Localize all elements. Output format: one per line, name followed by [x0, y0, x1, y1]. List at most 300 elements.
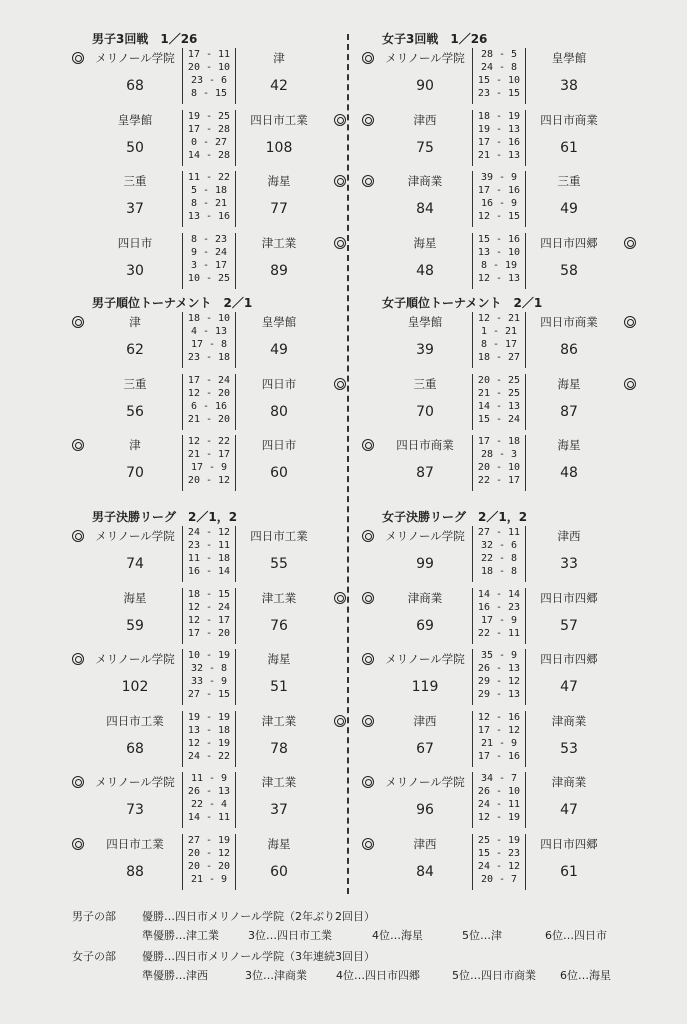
- team-b-name: 四日市四郷: [540, 235, 598, 250]
- team-b-name: 海星: [267, 174, 291, 188]
- team-a-score: 62: [126, 342, 144, 358]
- team-b-name: 津: [273, 51, 285, 65]
- period-score: 17 - 16: [477, 185, 521, 196]
- match-row: [352, 435, 642, 495]
- period-score: 15 - 10: [477, 75, 521, 86]
- match-row: [62, 171, 352, 231]
- period-score: 17 - 9: [480, 614, 518, 626]
- team-a-name: 三重: [123, 174, 147, 188]
- team-a-score: 69: [416, 617, 434, 634]
- period-score: 20 - 10: [477, 462, 521, 473]
- team-b-score: 89: [270, 262, 288, 279]
- team-a-score: 84: [416, 863, 434, 880]
- period-score: 14 - 13: [477, 400, 521, 412]
- girls-fourth: 4位…四日市四郷: [336, 969, 420, 982]
- winner-mark-icon: [334, 175, 346, 187]
- period-scores: [472, 588, 526, 644]
- team-a-name: メリノール学院: [385, 51, 465, 65]
- match-row: [352, 312, 642, 372]
- period-score: 19 - 25: [187, 110, 231, 122]
- team-a-score: 73: [126, 802, 144, 818]
- team-b-score: 78: [270, 740, 288, 757]
- winner-mark-icon: [362, 653, 374, 665]
- team-b-name: 海星: [267, 836, 291, 851]
- team-a-name: 津西: [413, 836, 437, 851]
- period-scores: [182, 374, 236, 430]
- period-score: 12 - 21: [477, 313, 521, 324]
- period-score: 18 - 15: [187, 588, 231, 600]
- period-score: 22 - 17: [477, 475, 521, 486]
- team-b-name: 四日市工業: [250, 529, 308, 543]
- team-b-score: 38: [560, 78, 578, 94]
- period-scores: [472, 48, 526, 104]
- period-score: 15 - 16: [477, 233, 521, 245]
- period-score: 12 - 17: [187, 614, 231, 626]
- period-score: 22 - 11: [477, 627, 521, 639]
- period-score: 23 - 11: [187, 540, 231, 551]
- team-a-name: 津西: [413, 713, 437, 728]
- winner-mark-icon: [334, 237, 346, 249]
- team-b-score: 53: [560, 740, 578, 757]
- winner-mark-icon: [72, 52, 84, 64]
- match-row: [62, 649, 352, 709]
- team-a-name: メリノール学院: [95, 775, 175, 789]
- team-b-name: 四日市四郷: [540, 590, 598, 605]
- period-score: 24 - 12: [477, 860, 521, 872]
- period-score: 3 - 17: [190, 259, 228, 271]
- period-score: 17 - 9: [190, 462, 228, 473]
- team-b-name: 皇學館: [551, 51, 587, 65]
- team-a-name: 皇學館: [117, 112, 153, 127]
- period-scores: [472, 772, 526, 828]
- team-a-score: 50: [126, 139, 144, 156]
- winner-mark-icon: [362, 776, 374, 788]
- winner-mark-icon: [334, 114, 346, 126]
- winner-mark-icon: [72, 653, 84, 665]
- period-score: 17 - 28: [187, 123, 231, 135]
- period-score: 21 - 20: [187, 413, 231, 425]
- team-b-score: 47: [560, 802, 578, 818]
- girls-winner: 優勝…四日市メリノール学院（3年連続3回目）: [142, 950, 376, 963]
- period-scores: [472, 171, 526, 227]
- period-scores: [182, 588, 236, 644]
- period-score: 12 - 16: [477, 711, 521, 723]
- period-score: 24 - 8: [480, 62, 518, 73]
- girls-sixth: 6位…海星: [560, 969, 611, 982]
- period-score: 14 - 14: [477, 588, 521, 600]
- period-scores: [182, 233, 236, 289]
- team-b-score: 33: [560, 556, 578, 572]
- match-row: [352, 48, 642, 108]
- period-score: 32 - 8: [190, 663, 228, 674]
- period-score: 20 - 10: [187, 62, 231, 73]
- period-scores: [472, 834, 526, 890]
- match-row: [62, 435, 352, 495]
- team-b-score: 77: [270, 201, 288, 217]
- team-a-score: 119: [411, 679, 439, 695]
- period-score: 11 - 9: [190, 773, 228, 784]
- team-b-score: 76: [270, 617, 288, 634]
- team-a-score: 96: [416, 802, 434, 818]
- team-a-name: 海星: [413, 235, 437, 250]
- team-a-name: メリノール学院: [385, 652, 465, 666]
- period-score: 12 - 22: [187, 436, 231, 447]
- team-a-score: 74: [126, 556, 144, 572]
- period-score: 11 - 18: [187, 553, 231, 564]
- team-b-name: 津工業: [261, 713, 297, 728]
- match-row: [62, 834, 352, 894]
- period-scores: [472, 374, 526, 430]
- period-score: 8 - 15: [190, 88, 228, 99]
- period-score: 8 - 21: [190, 198, 228, 209]
- team-a-name: 四日市工業: [106, 713, 164, 728]
- girls-label: 女子の部: [72, 950, 116, 963]
- match-row: [62, 48, 352, 108]
- period-scores: [182, 171, 236, 227]
- period-score: 29 - 12: [477, 676, 521, 687]
- team-b-score: 49: [560, 201, 578, 217]
- match-row: [352, 711, 642, 771]
- period-score: 17 - 16: [477, 136, 521, 148]
- team-a-score: 37: [126, 201, 144, 217]
- period-scores: [182, 48, 236, 104]
- team-b-score: 60: [270, 863, 288, 880]
- period-score: 16 - 9: [480, 198, 518, 209]
- winner-mark-icon: [72, 530, 84, 542]
- team-a-score: 68: [126, 78, 144, 94]
- period-score: 27 - 19: [187, 834, 231, 846]
- team-a-name: 津商業: [407, 174, 443, 188]
- team-b-score: 51: [270, 679, 288, 695]
- period-scores: [472, 233, 526, 289]
- team-a-score: 67: [416, 740, 434, 757]
- team-b-name: 津商業: [551, 775, 587, 789]
- match-row: [352, 374, 642, 434]
- period-score: 18 - 8: [480, 566, 518, 577]
- team-a-score: 48: [416, 262, 434, 279]
- period-score: 39 - 9: [480, 172, 518, 183]
- team-a-score: 70: [126, 465, 144, 481]
- period-score: 19 - 13: [477, 123, 521, 135]
- winner-mark-icon: [362, 52, 374, 64]
- team-b-score: 57: [560, 617, 578, 634]
- match-row: [352, 834, 642, 894]
- team-b-score: 61: [560, 139, 578, 156]
- winner-mark-icon: [362, 838, 374, 850]
- period-score: 15 - 24: [477, 413, 521, 425]
- match-row: [352, 588, 642, 648]
- period-score: 20 - 25: [477, 374, 521, 386]
- period-scores: [472, 711, 526, 767]
- team-b-score: 61: [560, 863, 578, 880]
- period-score: 4 - 13: [190, 326, 228, 337]
- winner-mark-icon: [72, 316, 84, 328]
- team-a-score: 90: [416, 78, 434, 94]
- team-b-name: 津工業: [261, 590, 297, 605]
- winner-mark-icon: [72, 838, 84, 850]
- team-b-score: 60: [270, 465, 288, 481]
- period-score: 22 - 4: [190, 799, 228, 810]
- period-score: 9 - 24: [190, 246, 228, 258]
- period-score: 5 - 18: [190, 185, 228, 196]
- match-row: [352, 171, 642, 231]
- team-a-name: 津: [129, 315, 141, 329]
- team-b-score: 48: [560, 465, 578, 481]
- period-score: 17 - 8: [190, 339, 228, 350]
- section-title: 男子順位トーナメント 2／1: [92, 296, 253, 310]
- match-row: [62, 233, 352, 293]
- period-score: 22 - 8: [480, 553, 518, 564]
- period-score: 29 - 13: [477, 689, 521, 700]
- period-score: 23 - 6: [190, 75, 228, 86]
- girls-third: 3位…津商業: [245, 969, 307, 982]
- boys-fifth: 5位…津: [462, 929, 502, 942]
- boys-sixth: 6位…四日市: [545, 929, 607, 942]
- match-row: [352, 772, 642, 832]
- team-a-name: メリノール学院: [95, 529, 175, 543]
- period-score: 27 - 15: [187, 689, 231, 700]
- team-b-score: 47: [560, 679, 578, 695]
- period-score: 8 - 19: [480, 259, 518, 271]
- period-scores: [182, 312, 236, 368]
- team-b-score: 55: [270, 556, 288, 572]
- period-score: 17 - 20: [187, 627, 231, 639]
- period-scores: [182, 649, 236, 705]
- period-score: 14 - 11: [187, 812, 231, 823]
- winner-mark-icon: [362, 439, 374, 451]
- period-score: 24 - 11: [477, 799, 521, 810]
- team-a-score: 56: [126, 403, 144, 420]
- match-row: [62, 110, 352, 170]
- period-scores: [472, 435, 526, 491]
- period-score: 8 - 17: [480, 339, 518, 350]
- team-b-name: 海星: [557, 438, 581, 452]
- period-score: 21 - 13: [477, 149, 521, 161]
- section-title: 男子3回戦 1／26: [92, 32, 198, 46]
- team-b-name: 四日市商業: [540, 112, 598, 127]
- winner-mark-icon: [624, 378, 636, 390]
- period-scores: [472, 526, 526, 582]
- team-a-name: 四日市商業: [396, 438, 454, 452]
- period-score: 35 - 9: [480, 650, 518, 661]
- period-score: 21 - 25: [477, 387, 521, 399]
- period-score: 13 - 18: [187, 724, 231, 736]
- team-a-name: 海星: [123, 590, 147, 605]
- period-score: 18 - 27: [477, 352, 521, 363]
- team-b-score: 49: [270, 342, 288, 358]
- match-row: [352, 649, 642, 709]
- team-b-name: 四日市: [261, 376, 297, 391]
- section-title: 女子順位トーナメント 2／1: [382, 296, 543, 310]
- period-score: 34 - 7: [480, 773, 518, 784]
- period-score: 10 - 25: [187, 272, 231, 284]
- period-score: 18 - 10: [187, 313, 231, 324]
- team-b-name: 津工業: [261, 235, 297, 250]
- period-score: 20 - 20: [187, 860, 231, 872]
- period-score: 21 - 9: [480, 737, 518, 749]
- team-a-name: 三重: [413, 376, 437, 391]
- match-row: [62, 772, 352, 832]
- period-score: 20 - 12: [187, 847, 231, 859]
- team-a-name: 津: [129, 438, 141, 452]
- match-row: [62, 312, 352, 372]
- period-score: 12 - 19: [187, 737, 231, 749]
- period-score: 17 - 18: [477, 436, 521, 447]
- team-b-name: 四日市四郷: [540, 652, 598, 666]
- team-a-name: メリノール学院: [95, 652, 175, 666]
- team-b-name: 海星: [557, 376, 581, 391]
- team-a-score: 84: [416, 201, 434, 217]
- period-score: 25 - 19: [477, 834, 521, 846]
- team-b-name: 四日市商業: [540, 315, 598, 329]
- team-b-score: 108: [265, 139, 293, 156]
- period-score: 20 - 12: [187, 475, 231, 486]
- team-b-score: 58: [560, 262, 578, 279]
- period-score: 24 - 22: [187, 750, 231, 762]
- period-score: 12 - 24: [187, 601, 231, 613]
- winner-mark-icon: [362, 530, 374, 542]
- team-a-score: 30: [126, 262, 144, 279]
- match-row: [352, 233, 642, 293]
- period-score: 18 - 19: [477, 110, 521, 122]
- team-b-score: 37: [270, 802, 288, 818]
- match-row: [62, 588, 352, 648]
- winner-mark-icon: [362, 715, 374, 727]
- team-a-name: 三重: [123, 376, 147, 391]
- team-a-score: 39: [416, 342, 434, 358]
- period-score: 32 - 6: [480, 540, 518, 551]
- team-b-score: 87: [560, 403, 578, 420]
- period-score: 12 - 19: [477, 812, 521, 823]
- winner-mark-icon: [334, 715, 346, 727]
- winner-mark-icon: [334, 378, 346, 390]
- winner-mark-icon: [362, 114, 374, 126]
- winner-mark-icon: [624, 316, 636, 328]
- team-b-score: 80: [270, 403, 288, 420]
- period-score: 15 - 23: [477, 847, 521, 859]
- winner-mark-icon: [72, 776, 84, 788]
- boys-label: 男子の部: [72, 910, 116, 923]
- period-scores: [472, 312, 526, 368]
- period-score: 26 - 10: [477, 786, 521, 797]
- team-a-score: 70: [416, 403, 434, 420]
- period-score: 17 - 16: [477, 750, 521, 762]
- period-score: 0 - 27: [190, 136, 228, 148]
- period-score: 16 - 23: [477, 601, 521, 613]
- period-score: 14 - 28: [187, 149, 231, 161]
- team-b-name: 四日市: [261, 438, 297, 452]
- team-a-name: 津西: [413, 112, 437, 127]
- section-title: 女子3回戦 1／26: [382, 32, 488, 46]
- period-scores: [182, 435, 236, 491]
- team-a-score: 87: [416, 465, 434, 481]
- winner-mark-icon: [362, 592, 374, 604]
- period-score: 24 - 12: [187, 527, 231, 538]
- section-title: 男子決勝リーグ 2／1，2: [92, 510, 238, 524]
- team-b-name: 四日市四郷: [540, 836, 598, 851]
- team-a-score: 99: [416, 556, 434, 572]
- team-b-score: 42: [270, 78, 288, 94]
- period-score: 21 - 17: [187, 449, 231, 460]
- match-row: [62, 374, 352, 434]
- boys-fourth: 4位…海星: [372, 929, 423, 942]
- period-score: 19 - 19: [187, 711, 231, 723]
- period-score: 13 - 10: [477, 246, 521, 258]
- period-score: 28 - 5: [480, 49, 518, 60]
- team-b-name: 津西: [557, 529, 581, 543]
- period-score: 20 - 7: [480, 873, 518, 885]
- period-score: 17 - 11: [187, 49, 231, 60]
- period-scores: [182, 772, 236, 828]
- winner-mark-icon: [624, 237, 636, 249]
- period-score: 26 - 13: [477, 663, 521, 674]
- team-a-score: 88: [126, 863, 144, 880]
- period-score: 28 - 3: [480, 449, 518, 460]
- period-score: 33 - 9: [190, 676, 228, 687]
- period-scores: [182, 711, 236, 767]
- period-score: 10 - 19: [187, 650, 231, 661]
- team-a-name: メリノール学院: [95, 51, 175, 65]
- team-b-score: 86: [560, 342, 578, 358]
- period-scores: [472, 649, 526, 705]
- period-score: 21 - 9: [190, 873, 228, 885]
- period-score: 6 - 16: [190, 400, 228, 412]
- team-a-score: 102: [121, 679, 149, 695]
- period-score: 26 - 13: [187, 786, 231, 797]
- girls-fifth: 5位…四日市商業: [452, 969, 536, 982]
- period-score: 8 - 23: [190, 233, 228, 245]
- boys-second: 準優勝…津工業: [142, 929, 219, 942]
- winner-mark-icon: [362, 175, 374, 187]
- period-score: 16 - 14: [187, 566, 231, 577]
- period-scores: [182, 834, 236, 890]
- period-scores: [182, 526, 236, 582]
- girls-second: 準優勝…津西: [142, 969, 208, 982]
- winner-mark-icon: [334, 592, 346, 604]
- period-score: 12 - 20: [187, 387, 231, 399]
- team-a-score: 68: [126, 740, 144, 757]
- team-b-name: 皇學館: [261, 315, 297, 329]
- period-score: 17 - 12: [477, 724, 521, 736]
- period-score: 13 - 16: [187, 211, 231, 222]
- team-b-name: 津工業: [261, 775, 297, 789]
- match-row: [352, 526, 642, 586]
- team-a-name: 四日市: [117, 235, 153, 250]
- team-a-score: 75: [416, 139, 434, 156]
- period-score: 23 - 15: [477, 88, 521, 99]
- team-a-name: 津商業: [407, 590, 443, 605]
- team-b-name: 四日市工業: [250, 112, 308, 127]
- team-a-name: 四日市工業: [106, 836, 164, 851]
- section-title: 女子決勝リーグ 2／1，2: [382, 510, 528, 524]
- team-a-score: 59: [126, 617, 144, 634]
- team-b-name: 津商業: [551, 713, 587, 728]
- period-score: 12 - 13: [477, 272, 521, 284]
- team-a-name: 皇學館: [407, 315, 443, 329]
- match-row: [62, 711, 352, 771]
- team-a-name: メリノール学院: [385, 775, 465, 789]
- match-row: [352, 110, 642, 170]
- team-b-name: 海星: [267, 652, 291, 666]
- period-score: 12 - 15: [477, 211, 521, 222]
- boys-third: 3位…四日市工業: [248, 929, 332, 942]
- period-score: 1 - 21: [480, 326, 518, 337]
- winner-mark-icon: [72, 439, 84, 451]
- boys-winner: 優勝…四日市メリノール学院（2年ぶり2回目）: [142, 910, 376, 923]
- period-score: 23 - 18: [187, 352, 231, 363]
- period-score: 27 - 11: [477, 527, 521, 538]
- period-score: 11 - 22: [187, 172, 231, 183]
